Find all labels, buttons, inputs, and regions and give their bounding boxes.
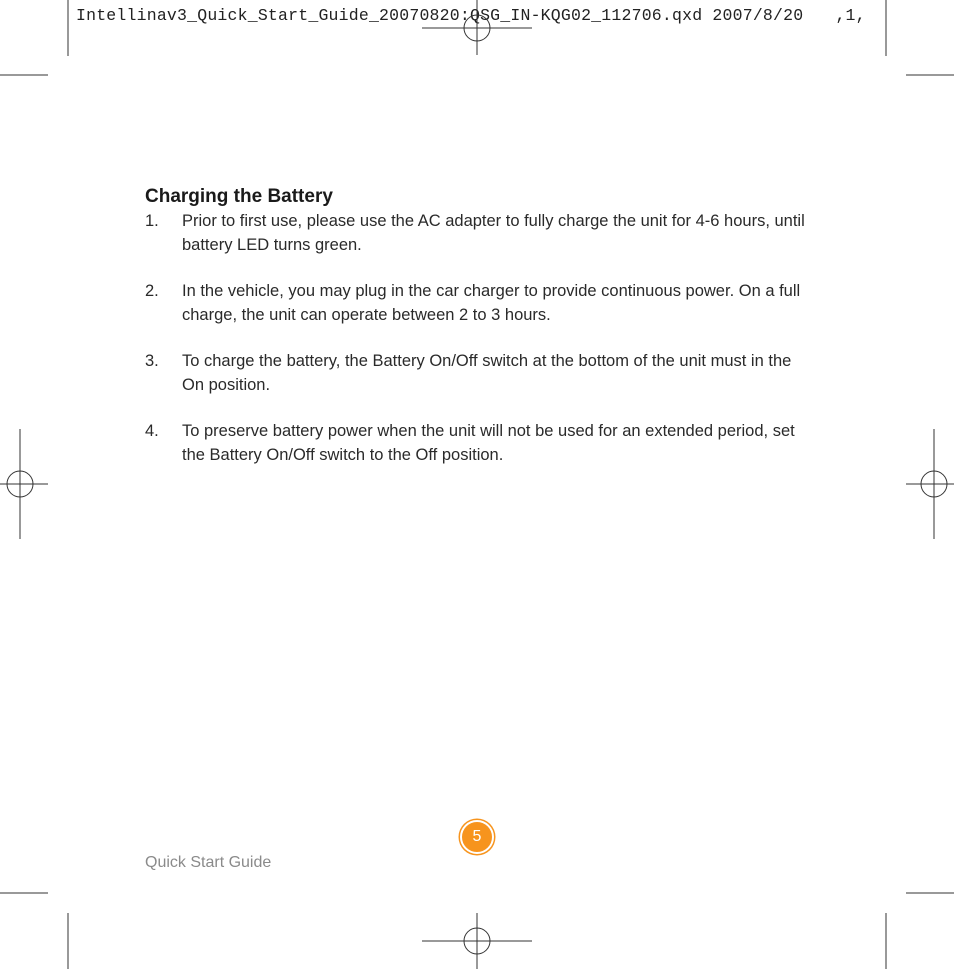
list-item: [145, 350, 805, 397]
slug-filename: Intellinav3_Quick_Start_Guide_20070820:QSG_IN-KQG02_112706.qxd: [76, 6, 703, 25]
step-number: 1.: [145, 212, 159, 230]
step-text: Prior to first use, please use the AC adapter to fully charge the unit for 4-6 hours, until battery LED turns green.: [182, 212, 805, 254]
step-number: 4.: [145, 422, 159, 440]
footer-label: Quick Start Guide: [145, 854, 272, 871]
step-number: 3.: [145, 352, 159, 370]
step-text: In the vehicle, you may plug in the car charger to provide continuous power. On a full charge, the unit can operate between 2 to 3 hours.: [182, 282, 801, 324]
page-number-badge: 5: [460, 820, 494, 854]
registration-mark-left: [0, 429, 48, 539]
section-title: Charging the Battery: [145, 186, 333, 207]
list-item: [145, 420, 805, 467]
slug-tail: ,1,: [835, 6, 866, 25]
step-number: 2.: [145, 282, 159, 300]
steps-list: [145, 210, 805, 490]
registration-mark-bottom: [422, 913, 532, 969]
slug-date: 2007/8/20: [712, 6, 804, 25]
registration-mark-top: [422, 0, 532, 55]
step-text: To preserve battery power when the unit will not be used for an extended period, set the Battery On/Off switch to the Off position.: [182, 422, 795, 464]
list-item: [145, 210, 805, 257]
registration-mark-right: [906, 429, 954, 539]
step-text: To charge the battery, the Battery On/Off switch at the bottom of the unit must in the On position.: [182, 352, 792, 394]
list-item: [145, 280, 805, 327]
